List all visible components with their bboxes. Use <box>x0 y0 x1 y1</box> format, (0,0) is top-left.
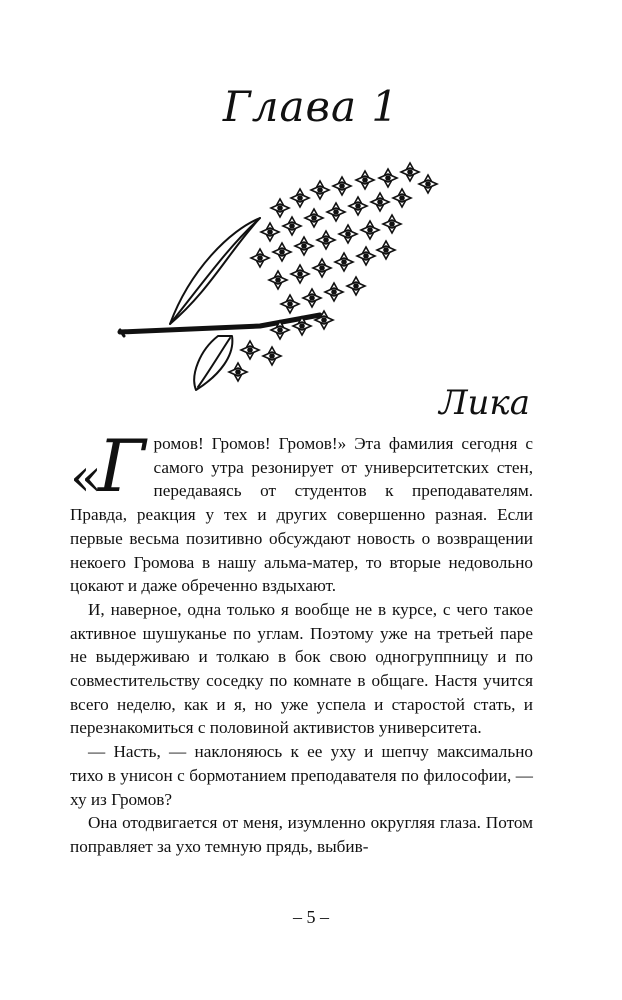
chapter-title: Глава 1 <box>222 82 400 131</box>
paragraph-1-text: ромов! Громов! Громов!» Эта фамилия сегодня с самого утра резонирует от университетских стен, передаваясь от студентов к преподавателям. Правда, реакция у тех и других совершенно разная. Если первые весьма позитивно обсуждают новость о возвращении некоего Громова в нашу альма-матер, то вторые недовольно цокают и даже обреченно вздыхают. <box>70 434 533 596</box>
page-number: – 5 – <box>293 907 329 927</box>
drop-cap-letter: Г <box>97 424 146 508</box>
paragraph-3: — Насть, — наклоняюсь к ее уху и шепчу максимально тихо в унисон с бормотанием преподавателя по философии, — ху из Громов? <box>70 742 533 809</box>
drop-cap-quote: « <box>70 448 98 508</box>
lilac-branch-icon <box>110 150 450 400</box>
paragraph-4: Она отодвигается от меня, изумленно округляя глаза. Потом поправляет за ухо темную прядь, выбив- <box>70 813 533 856</box>
paragraph-2: И, наверное, одна только я вообще не в курсе, с чего такое активное шушуканье по углам. Поэтому уже на третьей паре не выдерживаю и толкаю в бок свою одногруппницу и по совместительству соседку по комнате в общаге. Настя учится всего неделю, как и я, но уже успела и старостой стать, и перезнакомиться с половиной активистов университета. <box>70 599 533 738</box>
drop-cap <box>70 424 146 508</box>
pov-character-name: Лика <box>439 383 530 423</box>
chapter-body <box>70 424 533 859</box>
paragraph-1 <box>70 424 533 598</box>
